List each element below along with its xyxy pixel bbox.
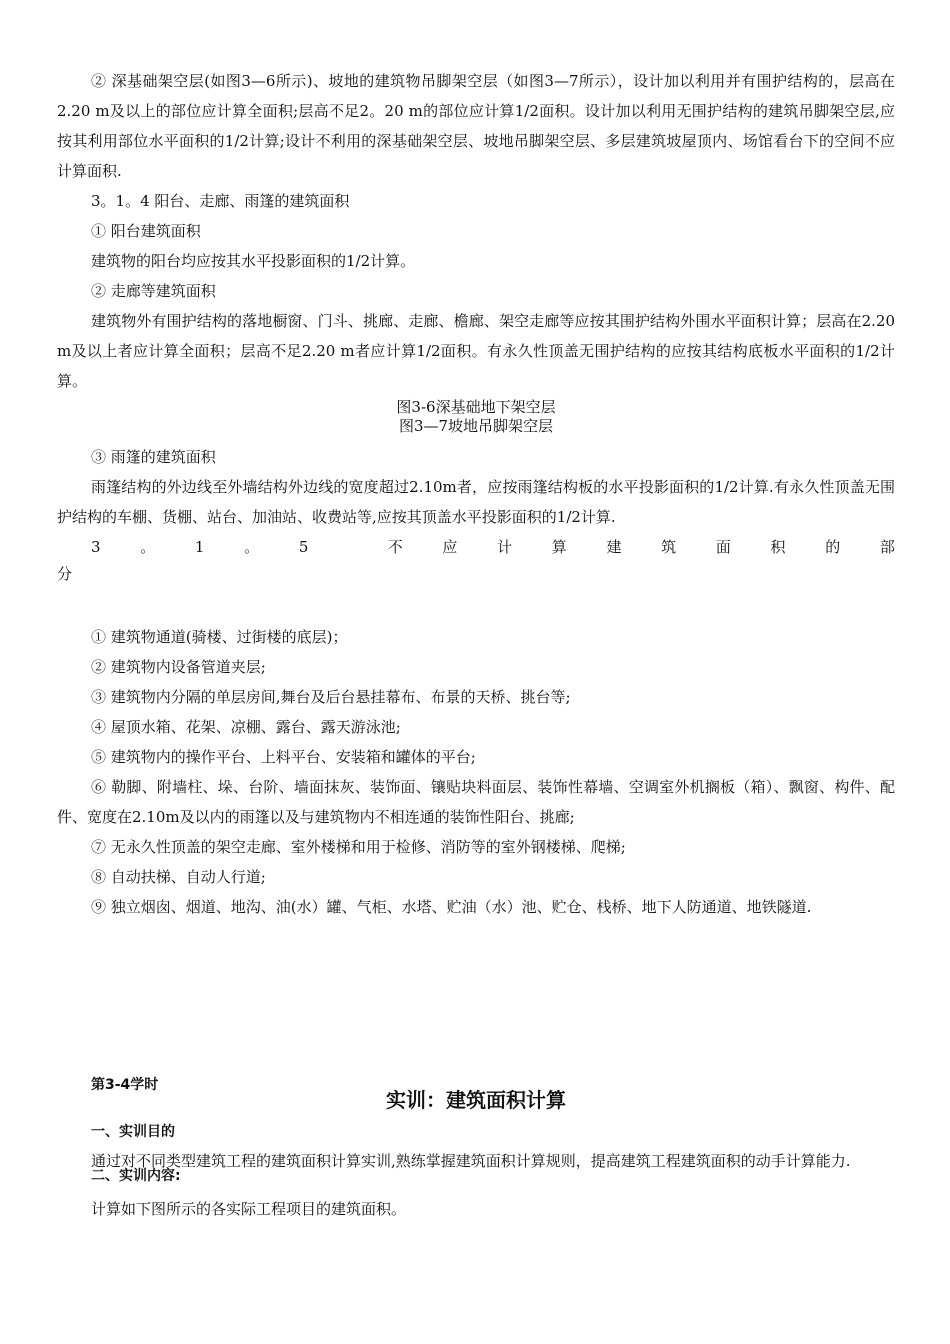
list-item: ⑤ 建筑物内的操作平台、上料平台、安装箱和罐体的平台; bbox=[91, 748, 476, 766]
list-item: ③ 建筑物内分隔的单层房间,舞台及后台悬挂幕布、布景的天桥、挑台等; bbox=[91, 688, 571, 706]
training-header bbox=[57, 1074, 895, 1146]
list-item: ② 建筑物内设备管道夹层; bbox=[91, 658, 266, 676]
section-2-text: 计算如下图所示的各实际工程项目的建筑面积。 bbox=[91, 1200, 407, 1218]
figure-caption-3-7: 图3—7坡地吊脚架空层 bbox=[398, 417, 554, 435]
paragraph-basement-overhead: ② 深基础架空层(如图3—6所示)、坡地的建筑物吊脚架空层（如图3—7所示），设计加以利用并有围护结构的，层高在2.20 m及以上的部位应计算全面积;层高不足2。20 m的部位应计算1/2面积。设计加以利用无围护结构的建筑吊脚架空层,应按其利用部位水平面积的1/2计算;设计不利用的深基础架空层、坡地吊脚架空层、多层建筑坡屋顶内、场馆看台下的空间不应计算面积. bbox=[57, 72, 895, 180]
balcony-title: ① 阳台建筑面积 bbox=[91, 222, 201, 240]
list-item: ⑥ 勒脚、附墙柱、垛、台阶、墙面抹灰、装饰面、镶贴块料面层、装饰性幕墙、空调室外机搁板（箱）、飘窗、构件、配件、宽度在2.10m及以内的雨篷以及与建筑物内不相连通的装饰性阳台、挑廊; bbox=[57, 778, 895, 826]
heading-3-1-4: 3。1。4 阳台、走廊、雨篷的建筑面积 bbox=[91, 192, 350, 210]
heading-3-1-5-tail: 分 bbox=[57, 565, 73, 583]
corridor-text: 建筑物外有围护结构的落地橱窗、门斗、挑廊、走廊、檐廊、架空走廊等应按其围护结构外围水平面积计算；层高在2.20 m及以上者应计算全面积；层高不足2.20 m者应计算1/2面积。有永久性顶盖无围护结构的应按其结构底板水平面积的1/2计算。 bbox=[57, 312, 895, 390]
list-item: ⑨ 独立烟囱、烟道、地沟、油(水）罐、气柜、水塔、贮油（水）池、贮仓、栈桥、地下人防通道、地铁隧道. bbox=[91, 898, 812, 916]
section-1-title: 一、实训目的 bbox=[91, 1124, 175, 1140]
list-item: ⑧ 自动扶梯、自动人行道; bbox=[91, 868, 266, 886]
page-title: 实训：建筑面积计算 bbox=[386, 1088, 566, 1112]
corridor-title: ② 走廊等建筑面积 bbox=[91, 282, 216, 300]
figure-caption-3-6: 图3-6深基础地下架空层 bbox=[396, 398, 556, 416]
list-item: ① 建筑物通道(骑楼、过街楼的底层)； bbox=[91, 628, 348, 646]
balcony-text: 建筑物的阳台均应按其水平投影面积的1/2计算。 bbox=[91, 252, 416, 270]
section-2-title: 二、实训内容: bbox=[91, 1168, 181, 1184]
section-1-text: 通过对不同类型建筑工程的建筑面积计算实训,熟练掌握建筑面积计算规则，提高建筑工程建筑面积的动手计算能力. bbox=[91, 1152, 851, 1170]
document-page bbox=[57, 66, 895, 1224]
list-item: ⑦ 无永久性顶盖的架空走廊、室外楼梯和用于检修、消防等的室外钢楼梯、爬梯; bbox=[91, 838, 626, 856]
list-item: ④ 屋顶水箱、花架、凉棚、露台、露天游泳池; bbox=[91, 718, 401, 736]
heading-3-1-5: 3 。 1 。 5 不 应 计 算 建 筑 面 积 的 部 bbox=[91, 538, 895, 556]
canopy-text: 雨篷结构的外边线至外墙结构外边线的宽度超过2.10m者，应按雨篷结构板的水平投影面积的1/2计算.有永久性顶盖无围护结构的车棚、货棚、站台、加油站、收费站等,应按其顶盖水平投影面积的1/2计算. bbox=[57, 478, 895, 526]
lesson-label: 第3-4学时 bbox=[91, 1077, 159, 1093]
canopy-title: ③ 雨篷的建筑面积 bbox=[91, 448, 216, 466]
